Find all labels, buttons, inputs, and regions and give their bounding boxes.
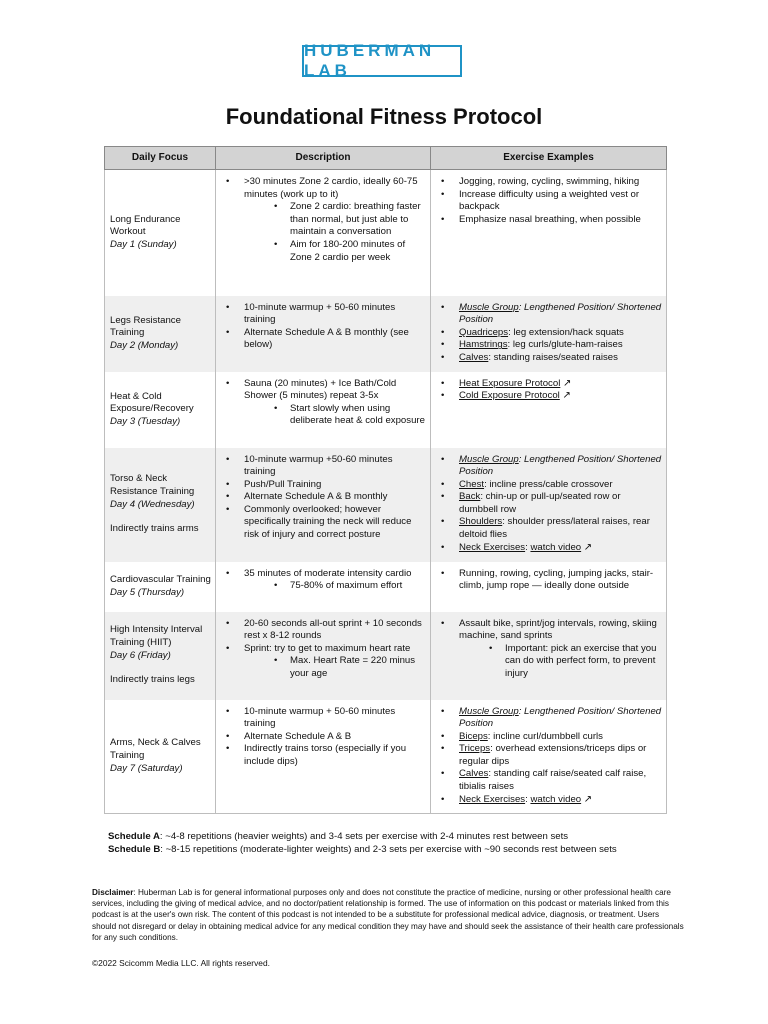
day-label: Day 5 (Thursday) xyxy=(110,586,185,598)
description-cell xyxy=(216,562,431,612)
focus-cell xyxy=(105,448,216,562)
list-item: • Alternate Schedule A & B xyxy=(244,731,426,744)
list-item: • Muscle Group: Lengthened Position/ Shortened Position xyxy=(459,454,662,479)
list-item: • 20-60 seconds all-out sprint + 10 seconds rest x 8-12 rounds xyxy=(244,618,426,643)
list-item: • Quadriceps: leg extension/hack squats xyxy=(459,327,662,340)
list-item xyxy=(459,378,662,391)
focus-title: Cardiovascular Training xyxy=(110,573,211,585)
focus-title: Torso & Neck Resistance Training xyxy=(110,473,195,497)
table-row-day-2 xyxy=(105,296,667,372)
examples-cell xyxy=(431,448,667,562)
table-row-day-6 xyxy=(105,612,667,700)
table-row-day-1 xyxy=(105,170,667,296)
external-link-icon: ↗ xyxy=(562,390,571,402)
day-label: Day 4 (Wednesday) xyxy=(110,498,195,510)
table-row-day-7 xyxy=(105,700,667,814)
examples-cell xyxy=(431,170,667,296)
list-item: • Zone 2 cardio: breathing faster than normal, but just able to maintain a conversation xyxy=(290,201,426,239)
focus-cell xyxy=(105,296,216,372)
external-link-icon: ↗ xyxy=(563,377,572,389)
table-header-row xyxy=(105,147,667,170)
examples-cell xyxy=(431,296,667,372)
list-item: • Neck Exercises: watch video ↗ xyxy=(459,542,662,555)
header-daily-focus: Daily Focus xyxy=(105,147,216,170)
list-item: • Push/Pull Training xyxy=(244,479,426,492)
focus-note: Indirectly trains arms xyxy=(110,523,199,535)
list-item: • Triceps: overhead extensions/triceps dips or regular dips xyxy=(459,743,662,768)
day-label: Day 2 (Monday) xyxy=(110,339,179,351)
list-item: • Shoulders: shoulder press/lateral raises, rear deltoid flies xyxy=(459,516,662,541)
list-item: • Muscle Group: Lengthened Position/ Shortened Position xyxy=(459,302,662,327)
description-cell xyxy=(216,170,431,296)
list-item: • Hamstrings: leg curls/glute-ham-raises xyxy=(459,339,662,352)
description-cell xyxy=(216,296,431,372)
table-row-day-4 xyxy=(105,448,667,562)
huberman-lab-logo: HUBERMAN LAB xyxy=(302,45,462,77)
examples-cell xyxy=(431,700,667,814)
external-link-icon: ↗ xyxy=(583,793,593,805)
list-item: • Alternate Schedule A & B monthly (see below) xyxy=(244,327,426,352)
table-row-day-3 xyxy=(105,372,667,448)
list-item: • Muscle Group: Lengthened Position/ Shortened Position xyxy=(459,706,662,731)
list-item: • Biceps: incline curl/dumbbell curls xyxy=(459,731,662,744)
list-item: • Increase difficulty using a weighted vest or backpack xyxy=(459,189,662,214)
list-item: • Alternate Schedule A & B monthly xyxy=(244,491,426,504)
focus-cell xyxy=(105,372,216,448)
copyright: ©2022 Scicomm Media LLC. All rights reserved. xyxy=(92,958,270,968)
schedule-a: Schedule A: ~4-8 repetitions (heavier weights) and 3-4 sets per exercise with 2-4 minutes rest between sets xyxy=(108,831,569,842)
schedule-b: Schedule B: ~8-15 repetitions (moderate-lighter weights) and 2-3 sets per exercise with ~90 seconds rest between sets xyxy=(108,844,617,855)
disclaimer: Disclaimer: Huberman Lab is for general informational purposes only and does not constitute the practice of medicine, nursing or other professional health care services, including the giving of medical advice, and no doctor/patient relationship is formed. The use of information on this podcast or materials linked from this podcast is at the user's own risk. The content of this podcast is not intended to be a substitute for professional medical advice, diagnosis, or treatment. Users should not disregard or delay in obtaining medical advice for any medical condition they may have and should seek the assistance of their health care professionals for any such conditions. xyxy=(92,888,684,942)
list-item: • Neck Exercises: watch video ↗ xyxy=(459,794,662,807)
list-item: • 10-minute warmup +50-60 minutes training xyxy=(244,454,426,479)
focus-title: Arms, Neck & Calves Training xyxy=(110,737,201,761)
header-exercise-examples: Exercise Examples xyxy=(431,147,667,170)
list-item: • Aim for 180-200 minutes of Zone 2 cardio per week xyxy=(290,239,426,264)
list-item: • Calves: standing calf raise/seated calf raise, tibialis raises xyxy=(459,768,662,793)
list-item: • Assault bike, sprint/jog intervals, rowing, skiing machine, sand sprints • Important: pick an exercise that you can do with perfect form, to prevent injury xyxy=(459,618,662,681)
description-cell xyxy=(216,700,431,814)
list-item: • Jogging, rowing, cycling, swimming, hiking xyxy=(459,176,662,189)
day-label: Day 6 (Friday) xyxy=(110,649,171,661)
focus-title: Heat & Cold Exposure/Recovery xyxy=(110,390,194,415)
list-item: • Emphasize nasal breathing, when possible xyxy=(459,214,662,227)
examples-cell xyxy=(431,372,667,448)
list-item: • Sprint: try to get to maximum heart rate • Max. Heart Rate = 220 minus your age xyxy=(244,643,426,681)
day-label: Day 3 (Tuesday) xyxy=(110,415,181,427)
list-item: • Back: chin-up or pull-up/seated row or dumbbell row xyxy=(459,491,662,516)
focus-note: Indirectly trains legs xyxy=(110,674,195,686)
list-item: • Indirectly trains torso (especially if you include dips) xyxy=(244,743,426,768)
focus-cell xyxy=(105,700,216,814)
day-label: Day 7 (Saturday) xyxy=(110,762,183,774)
list-item: • 10-minute warmup + 50-60 minutes training xyxy=(244,302,426,327)
page-title: Foundational Fitness Protocol xyxy=(225,104,543,129)
focus-cell xyxy=(105,562,216,612)
list-item: • Calves: standing raises/seated raises xyxy=(459,352,662,365)
list-item: • 75-80% of maximum effort xyxy=(290,580,426,593)
focus-title: High Intensity Interval Training (HIIT) xyxy=(110,624,203,648)
list-item: • Start slowly when using deliberate heat & cold exposure xyxy=(290,403,426,428)
list-item: • >30 minutes Zone 2 cardio, ideally 60-75 minutes (work up to it) • Zone 2 cardio: breathing faster than normal, but just able to maintain a conversation • Aim for 180-200 minutes of Zone 2 cardio per week xyxy=(244,176,426,264)
list-item: • 35 minutes of moderate intensity cardio • 75-80% of maximum effort xyxy=(244,568,426,593)
heat-exposure-link[interactable]: Heat Exposure Protocol xyxy=(459,377,561,389)
description-cell xyxy=(216,612,431,700)
focus-title: Long Endurance Workout xyxy=(110,213,181,238)
examples-cell xyxy=(431,562,667,612)
schedule-notes xyxy=(108,830,668,856)
list-item: • Sauna (20 minutes) + Ice Bath/Cold Shower (5 minutes) repeat 3-5x • Start slowly when using deliberate heat & cold exposure xyxy=(244,378,426,428)
focus-cell xyxy=(105,170,216,296)
cold-exposure-link[interactable]: Cold Exposure Protocol xyxy=(459,390,560,402)
watch-video-link[interactable]: watch video xyxy=(530,541,582,553)
examples-cell xyxy=(431,612,667,700)
description-cell xyxy=(216,372,431,448)
header-description: Description xyxy=(216,147,431,170)
list-item: • Important: pick an exercise that you can do with perfect form, to prevent injury xyxy=(505,643,662,681)
list-item: • Running, rowing, cycling, jumping jacks, stair-climb, jump rope — ideally done outside xyxy=(459,568,662,593)
protocol-table xyxy=(104,146,667,814)
list-item: • 10-minute warmup + 50-60 minutes training xyxy=(244,706,426,731)
list-item xyxy=(459,390,662,403)
focus-title: Legs Resistance Training xyxy=(110,314,181,339)
watch-video-link[interactable]: watch video xyxy=(530,793,582,805)
day-label: Day 1 (Sunday) xyxy=(110,239,177,251)
list-item: • Chest: incline press/cable crossover xyxy=(459,479,662,492)
focus-cell xyxy=(105,612,216,700)
table-row-day-5 xyxy=(105,562,667,612)
list-item: • Commonly overlooked; however specifically training the neck will reduce risk of injury and correct posture xyxy=(244,504,426,542)
list-item: • Max. Heart Rate = 220 minus your age xyxy=(290,655,426,680)
description-cell xyxy=(216,448,431,562)
external-link-icon: ↗ xyxy=(583,541,593,553)
